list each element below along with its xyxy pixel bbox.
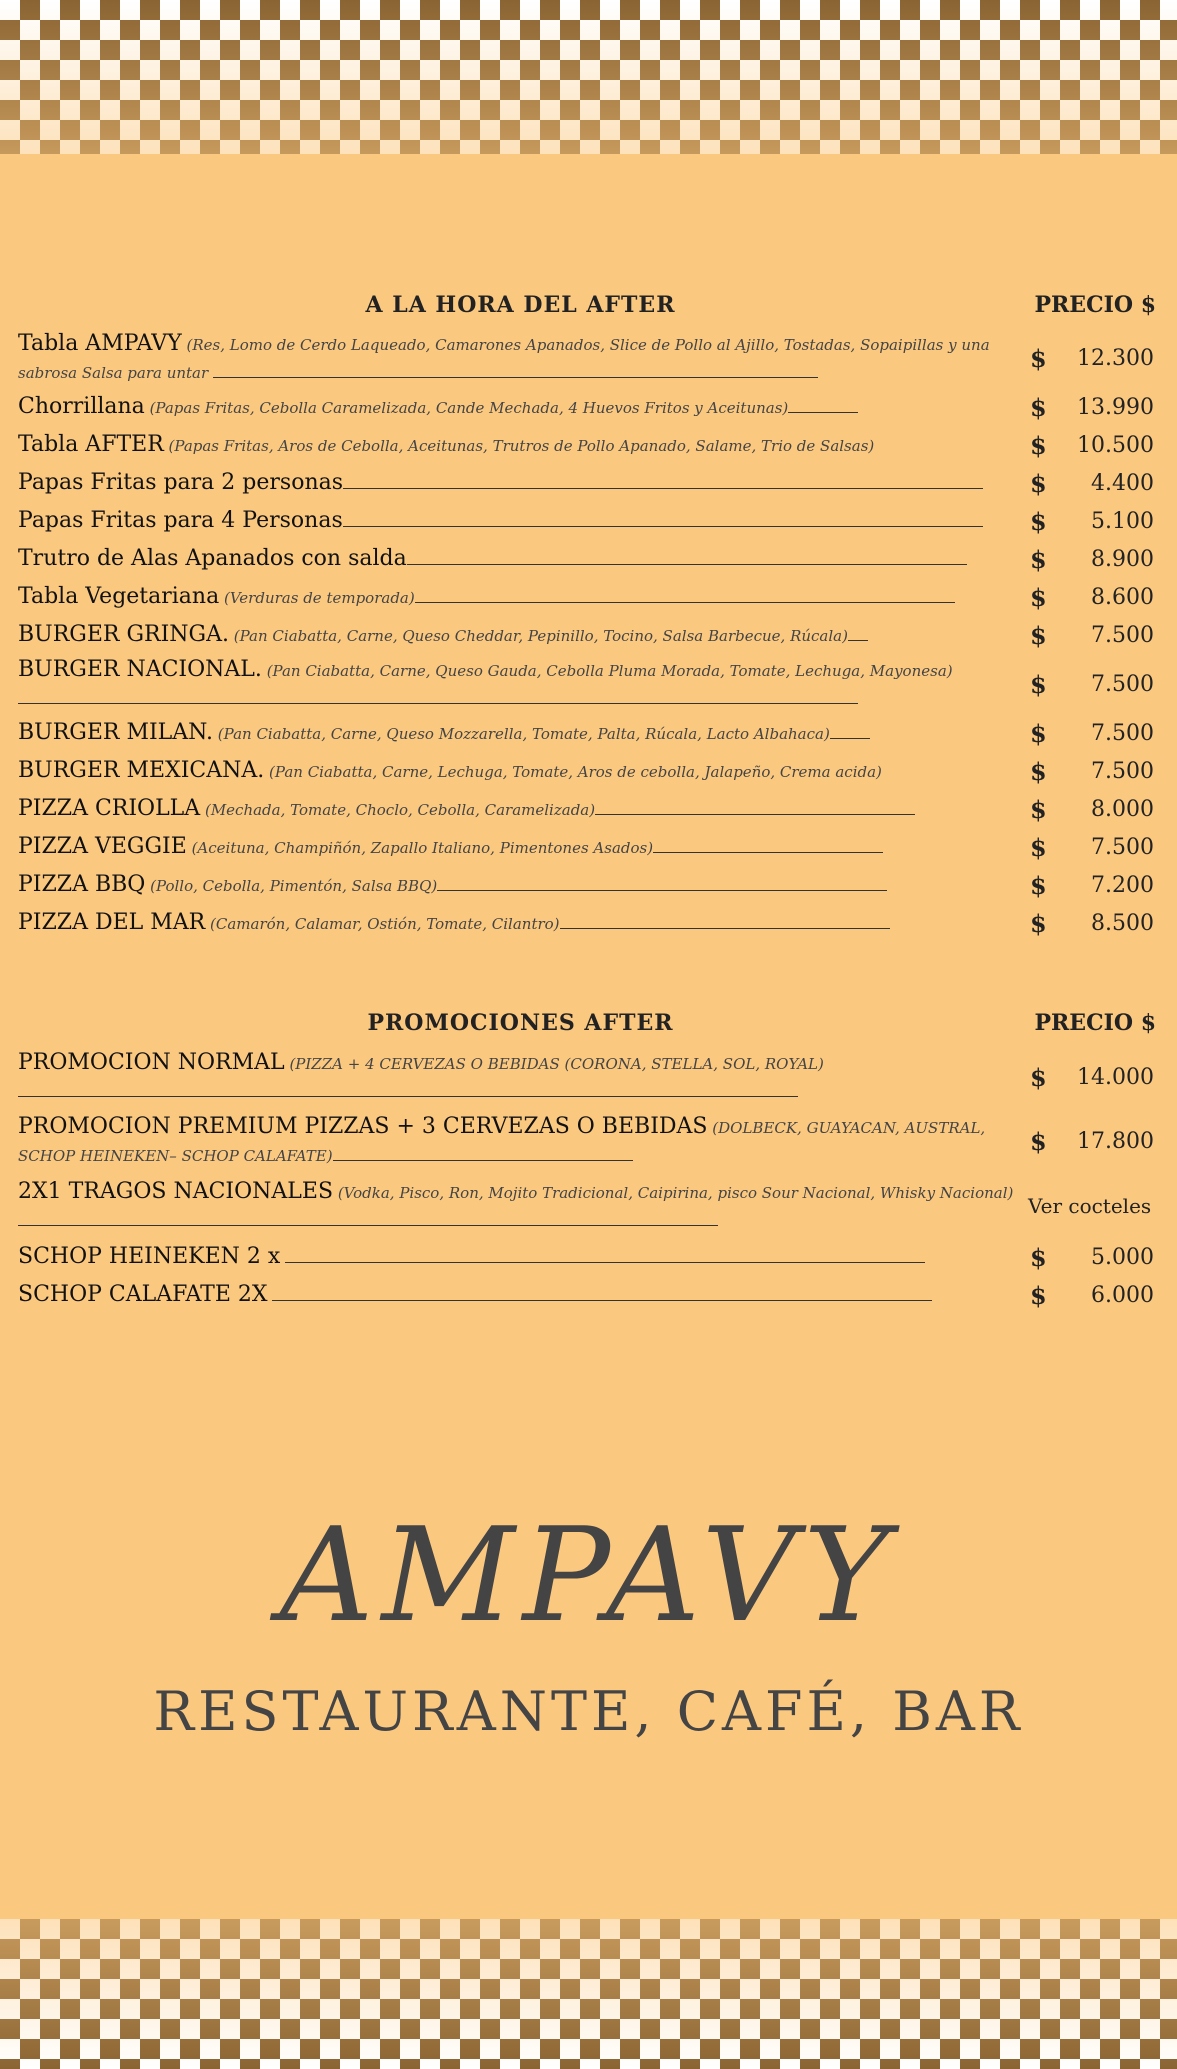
menu-item <box>18 616 1158 654</box>
brand-block <box>0 1500 1177 1743</box>
item-desc: (Res, Lomo de Cerdo Laqueado, Camarones Apanados, Slice de Pollo al Ajillo, Tostadas, Sopaipillas y una sabrosa Salsa para untar <box>18 335 990 382</box>
item-desc: (Papas Fritas, Cebolla Caramelizada, Cande Mechada, 4 Huevos Fritos y Aceitunas) <box>149 398 789 417</box>
item-name: Tabla AFTER <box>18 431 164 457</box>
item-name: PIZZA DEL MAR <box>18 909 206 935</box>
item-name: Trutro de Alas Apanados con salda <box>18 545 407 571</box>
promo-item <box>18 1276 1158 1314</box>
item-name: BURGER NACIONAL. <box>18 656 262 682</box>
item-price: 5.000 <box>1091 1244 1154 1270</box>
item-name: 2X1 TRAGOS NACIONALES <box>18 1178 334 1204</box>
item-price: 14.000 <box>1077 1064 1154 1090</box>
item-price: 13.990 <box>1077 394 1154 420</box>
menu-item <box>18 828 1158 866</box>
currency-sign: $ <box>1030 620 1047 650</box>
currency-sign: $ <box>1030 1280 1047 1310</box>
currency-sign: $ <box>1030 582 1047 612</box>
item-price: 7.500 <box>1091 720 1154 746</box>
currency-sign: $ <box>1030 343 1047 373</box>
item-desc: (Verduras de temporada) <box>224 588 415 607</box>
currency-sign: $ <box>1030 468 1047 498</box>
item-price: 12.300 <box>1077 345 1154 371</box>
item-price: 8.000 <box>1091 796 1154 822</box>
item-name: BURGER GRINGA. <box>18 621 229 647</box>
currency-sign: $ <box>1030 544 1047 574</box>
menu-item <box>18 752 1158 790</box>
currency-sign: $ <box>1030 870 1047 900</box>
item-price: 7.500 <box>1091 758 1154 784</box>
item-desc: (Vodka, Pisco, Ron, Mojito Tradicional, Caipirina, pisco Sour Nacional, Whisky Nacional) <box>337 1183 1014 1202</box>
item-price: 7.200 <box>1091 872 1154 898</box>
item-name: SCHOP HEINEKEN 2 x <box>18 1243 281 1269</box>
price-header: PRECIO $ <box>1034 1010 1156 1036</box>
menu-item <box>18 578 1158 616</box>
item-desc: (Pan Ciabatta, Carne, Queso Cheddar, Pepinillo, Tocino, Salsa Barbecue, Rúcala) <box>233 626 848 645</box>
currency-sign: $ <box>1030 1062 1047 1092</box>
item-desc: (Pan Ciabatta, Carne, Lechuga, Tomate, Aros de cebolla, Jalapeño, Crema acida) <box>269 762 882 781</box>
item-name: PROMOCION PREMIUM PIZZAS + 3 CERVEZAS O BEBIDAS <box>18 1113 708 1139</box>
item-name: PIZZA VEGGIE <box>18 833 187 859</box>
item-name: PIZZA CRIOLLA <box>18 795 201 821</box>
currency-sign: $ <box>1030 506 1047 536</box>
currency-sign: $ <box>1030 756 1047 786</box>
promo-item <box>18 1238 1158 1276</box>
menu-item <box>18 388 1158 426</box>
bottom-checker-border <box>0 1919 1177 2069</box>
item-desc: (Papas Fritas, Aros de Cebolla, Aceitunas, Trutros de Pollo Apanado, Salame, Trio de Salsas) <box>168 436 875 455</box>
item-desc: (Aceituna, Champiñón, Zapallo Italiano, Pimentones Asados) <box>191 838 654 857</box>
menu-item <box>18 426 1158 464</box>
section-title: A LA HORA DEL AFTER <box>365 292 676 318</box>
brand-tagline: RESTAURANTE, CAFÉ, BAR <box>153 1680 1024 1743</box>
currency-sign: $ <box>1030 718 1047 748</box>
section-after <box>18 292 1158 942</box>
menu-item <box>18 790 1158 828</box>
promo-item <box>18 1174 1158 1238</box>
item-name: PROMOCION NORMAL <box>18 1049 285 1075</box>
menu-item <box>18 714 1158 752</box>
currency-sign: $ <box>1030 1126 1047 1156</box>
menu-item <box>18 654 1158 714</box>
item-price: 17.800 <box>1077 1128 1154 1154</box>
price-header: PRECIO $ <box>1034 292 1156 318</box>
section-promociones <box>18 1010 1158 1314</box>
item-name: SCHOP CALAFATE 2X <box>18 1281 268 1307</box>
item-desc: (Pollo, Cebolla, Pimentón, Salsa BBQ) <box>150 876 438 895</box>
top-checker-border <box>0 0 1177 160</box>
menu-item <box>18 328 1158 388</box>
section-title: PROMOCIONES AFTER <box>367 1010 674 1036</box>
item-name: BURGER MEXICANA. <box>18 757 265 783</box>
item-price-note: Ver cocteles <box>1028 1194 1152 1218</box>
item-price: 6.000 <box>1091 1282 1154 1308</box>
item-name: Papas Fritas para 4 Personas <box>18 507 343 533</box>
currency-sign: $ <box>1030 669 1047 699</box>
item-price: 4.400 <box>1091 470 1154 496</box>
item-price: 7.500 <box>1091 622 1154 648</box>
menu-item <box>18 540 1158 578</box>
currency-sign: $ <box>1030 430 1047 460</box>
menu-item <box>18 866 1158 904</box>
item-price: 8.500 <box>1091 910 1154 936</box>
item-name: Tabla Vegetariana <box>18 583 220 609</box>
item-name: BURGER MILAN. <box>18 719 214 745</box>
menu-item <box>18 502 1158 540</box>
currency-sign: $ <box>1030 1242 1047 1272</box>
item-desc: (DOLBECK, GUAYACAN, AUSTRAL, SCHOP HEINEKEN– SCHOP CALAFATE) <box>18 1118 986 1165</box>
menu-item <box>18 904 1158 942</box>
item-name: Chorrillana <box>18 393 145 419</box>
section-header <box>18 292 1158 328</box>
item-desc: (Mechada, Tomate, Choclo, Cebolla, Caramelizada) <box>204 800 596 819</box>
promo-item <box>18 1046 1158 1108</box>
currency-sign: $ <box>1030 908 1047 938</box>
item-price: 8.600 <box>1091 584 1154 610</box>
item-price: 10.500 <box>1077 432 1154 458</box>
currency-sign: $ <box>1030 794 1047 824</box>
brand-name: AMPAVY <box>279 1499 898 1651</box>
item-price: 7.500 <box>1091 834 1154 860</box>
menu-item <box>18 464 1158 502</box>
item-desc: (PIZZA + 4 CERVEZAS O BEBIDAS (CORONA, STELLA, SOL, ROYAL) <box>289 1054 824 1073</box>
promo-item <box>18 1108 1158 1174</box>
item-name: Papas Fritas para 2 personas <box>18 469 344 495</box>
item-name: Tabla AMPAVY <box>18 330 182 356</box>
item-price: 7.500 <box>1091 671 1154 697</box>
item-price: 5.100 <box>1091 508 1154 534</box>
section-header <box>18 1010 1158 1046</box>
item-desc: (Pan Ciabatta, Carne, Queso Mozzarella, Tomate, Palta, Rúcala, Lacto Albahaca) <box>217 724 830 743</box>
item-name: PIZZA BBQ <box>18 871 146 897</box>
item-desc: (Pan Ciabatta, Carne, Queso Gauda, Cebolla Pluma Morada, Tomate, Lechuga, Mayonesa) <box>266 661 953 680</box>
item-desc: (Camarón, Calamar, Ostión, Tomate, Cilantro) <box>210 914 560 933</box>
item-price: 8.900 <box>1091 546 1154 572</box>
currency-sign: $ <box>1030 392 1047 422</box>
currency-sign: $ <box>1030 832 1047 862</box>
